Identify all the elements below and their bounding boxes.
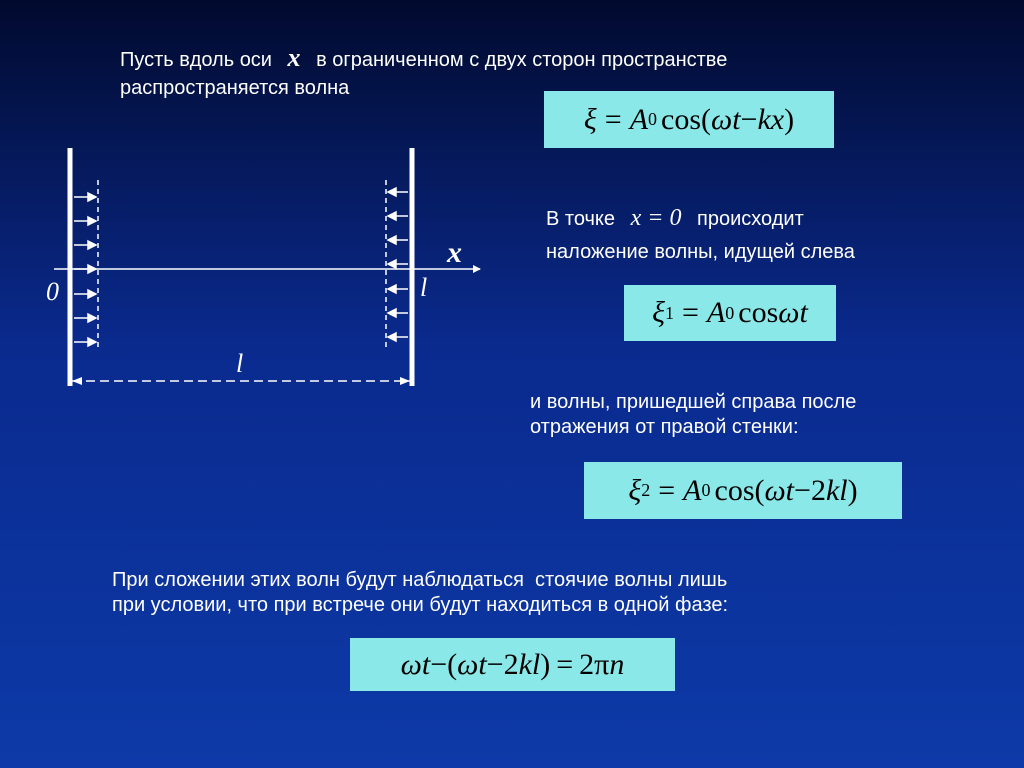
formula3-t2: t [478,647,487,681]
formula3-omega2: ω [457,647,479,681]
reflected-arrows [388,188,408,341]
formula3-open: ( [447,647,458,681]
incident-arrows [74,193,96,346]
formula3-kl: kl [518,647,541,681]
formula3-close: ) [540,647,551,681]
formula1-cos: cos [738,296,779,329]
incident-arrow-1 [74,193,96,201]
formula-wave-close: ) [784,102,795,136]
formula1-xi: ξ [652,296,666,329]
formula1-xi-sub: 1 [665,302,675,323]
incident-arrow-6 [74,314,96,322]
reflect-line-1: и волны, пришедшей справа после [530,391,857,413]
intro-axis-symbol: x [287,43,301,72]
formula3-eq: = [556,647,574,681]
formula2-A: A [683,473,702,507]
formula-wave-t: t [732,102,741,136]
formula3-minus1: − [430,647,448,681]
length-label: l [236,349,244,378]
formula-wave-xi: ξ [583,102,597,136]
formula2-xi: ξ [628,473,642,507]
axis-label-x: x [447,236,462,269]
formula1-omega: ω [778,296,800,329]
formula2-xi-sub: 2 [641,480,651,500]
formula2-cos: cos( [714,473,765,507]
reflected-arrow-4 [388,260,408,268]
formula2-close: ) [847,473,858,507]
origin-label: 0 [46,277,59,306]
formula2-kl: kl [825,473,848,507]
incident-arrow-5 [74,290,96,298]
formula-wave: ξ = A 0 cos( ω t − kx ) [544,91,834,148]
formula1-t: t [799,296,808,329]
reflected-arrow-3 [388,236,408,244]
formula3-t1: t [421,647,431,681]
point-line-2: наложение волны, идущей слева [546,241,855,263]
formula1-A-sub: 0 [725,302,735,323]
point-after: происходит [697,208,804,230]
formula-wave-cos: cos( [661,102,711,136]
point-expr: x = 0 [630,205,682,231]
reflected-arrow-2 [388,212,408,220]
formula3-n: n [609,647,625,681]
condition-line-2: при условии, что при встрече они будут находиться в одной фазе: [112,594,728,616]
formula3-omega1: ω [400,647,422,681]
incident-arrow-2 [74,217,96,225]
formula-wave-kx: kx [757,102,785,136]
formula-wave-minus: − [740,102,758,136]
formula-wave-omega: ω [711,102,733,136]
length-arrow-left [72,377,82,385]
condition-line-1: При сложении этих волн будут наблюдаться стоячие волны лишь [112,569,728,591]
formula3-two: 2 [503,647,519,681]
formula2-two: 2 [810,473,826,507]
intro-line-2: распространяется волна [120,77,350,99]
incident-arrow-3 [74,241,96,249]
reflected-arrow-1 [388,188,408,196]
formula2-A-sub: 0 [701,480,711,500]
reflected-arrow-7 [388,333,408,341]
right-wall-label: l [420,273,428,302]
formula3-twopi: 2π [579,647,610,681]
formula-wave-A-sub: 0 [648,109,658,129]
formula2-omega: ω [764,473,786,507]
formula3-minus2: − [486,647,504,681]
formula2-minus: − [794,473,811,507]
reflected-arrow-6 [388,309,408,317]
incident-arrow-4 [74,265,96,273]
incident-arrow-7 [74,338,96,346]
intro-before: Пусть вдоль оси [120,49,272,71]
formula2-t: t [785,473,795,507]
formula1-A: A [706,296,726,329]
formula-left-wave: ξ 1 = A 0 cos ω t [624,285,836,341]
intro-after: в ограниченном с двух сторон пространстве [316,49,728,71]
length-arrow-right [400,377,410,385]
reflect-line-2: отражения от правой стенки: [530,416,799,438]
formula-wave-A: A [629,102,649,136]
reflected-arrow-5 [388,285,408,293]
point-before: В точке [546,208,616,230]
formula-reflected-wave: ξ 2 = A 0 cos( ω t − 2 kl ) [584,462,902,519]
